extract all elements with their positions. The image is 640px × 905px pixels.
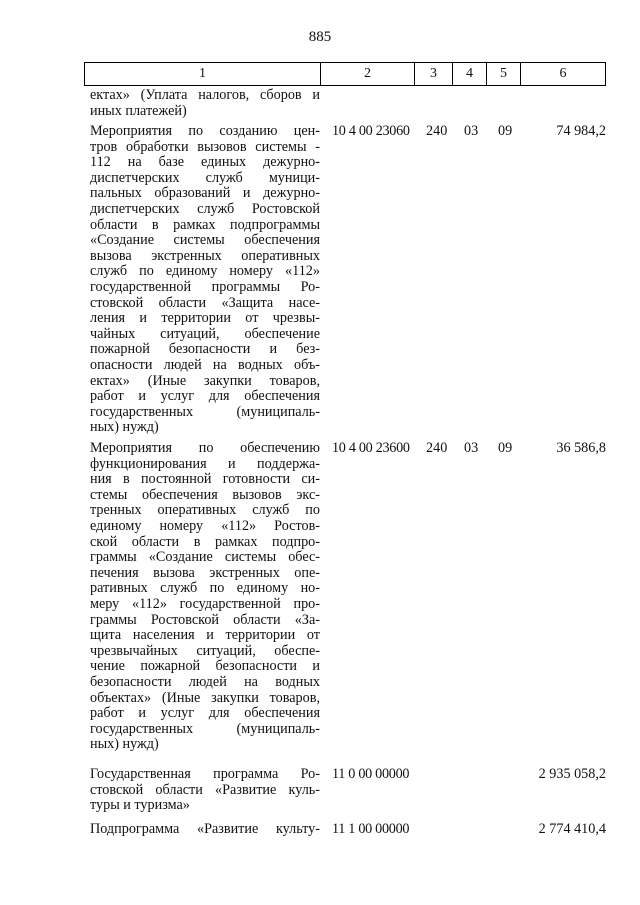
subsection: 09: [498, 440, 513, 456]
name-line: ния в постоянной готовности си-: [90, 471, 320, 488]
name-line: Государственная программа Ро-: [90, 766, 320, 782]
row-name: [90, 88, 320, 119]
name-line: области в рамках подпрограммы: [90, 216, 320, 233]
header-col-5: 5: [487, 63, 521, 85]
name-line: служб по единому номеру «112»: [90, 263, 320, 280]
name-line: чрезвычайных ситуаций, обеспе-: [90, 642, 320, 659]
name-line: иных платежей): [90, 102, 187, 119]
name-line: чайных ситуаций, обеспечение: [90, 325, 320, 342]
name-line: туры и туризма»: [90, 797, 190, 814]
name-line: стемы обеспечения вызовов экс-: [90, 486, 320, 503]
name-line: ектах» (Уплата налогов, сборов и: [90, 87, 320, 103]
header-col-1: 1: [85, 63, 321, 85]
name-line: Подпрограмма «Развитие культу-: [90, 821, 320, 837]
section: 03: [464, 123, 479, 139]
section: 03: [464, 440, 479, 456]
name-line: меру «112» государственной про-: [90, 595, 320, 612]
header-col-4: 4: [453, 63, 487, 85]
name-line: тров обработки вызовов системы -: [90, 138, 320, 155]
name-line: безопасности людей на водных: [90, 673, 320, 690]
amount: 36 586,8: [556, 440, 606, 456]
name-line: работ и услуг для обеспечения: [90, 705, 320, 722]
name-line: государственной программы Ро-: [90, 278, 320, 295]
name-line: чение пожарной безопасности и: [90, 658, 320, 675]
amount: 2 935 058,2: [538, 766, 606, 782]
expense-type: 240: [426, 123, 448, 139]
row-name: [90, 124, 320, 436]
header-col-2: 2: [321, 63, 415, 85]
name-line: функционирования и поддержа-: [90, 455, 320, 472]
amount: 2 774 410,4: [538, 821, 606, 837]
name-line: стовской области «Развитие куль-: [90, 781, 320, 798]
name-line: 112 на базе единых дежурно-: [90, 154, 320, 171]
target-code: 10 4 00 23060: [332, 123, 410, 139]
name-line: Мероприятия по обеспечению: [90, 440, 320, 456]
name-line: ных) нужд): [90, 736, 159, 753]
name-line: ративных служб по единому но-: [90, 580, 320, 597]
page-number: 885: [308, 29, 332, 45]
row-name: [90, 767, 320, 814]
name-line: ской области в рамках подпро-: [90, 533, 320, 550]
header-col-6: 6: [559, 66, 567, 81]
name-line: опасности людей на водных объ-: [90, 356, 320, 373]
target-code: 10 4 00 23600: [332, 440, 410, 456]
target-code: 11 0 00 00000: [332, 766, 410, 782]
name-line: работ и услуг для обеспечения: [90, 388, 320, 405]
name-line: стовской области «Защита насе-: [90, 294, 320, 311]
name-line: государственных (муниципаль-: [90, 720, 320, 737]
header-col-3: 3: [415, 63, 453, 85]
name-line: ления и территории от чрезвы-: [90, 310, 320, 327]
name-line: государственных (муниципаль-: [90, 403, 320, 420]
name-line: пожарной безопасности и без-: [90, 341, 320, 358]
amount: 74 984,2: [556, 123, 606, 139]
target-code: 11 1 00 00000: [332, 821, 410, 837]
row-name: [90, 441, 320, 753]
expense-type: 240: [426, 440, 448, 456]
name-line: вызова экстренных оперативных: [90, 247, 320, 264]
name-line: единому номеру «112» Ростов-: [90, 517, 320, 534]
name-line: граммы Ростовской области «За-: [90, 611, 320, 628]
name-line: ных) нужд): [90, 419, 159, 436]
name-line: объектах» (Иные закупки товаров,: [90, 689, 320, 706]
name-line: ектах» (Иные закупки товаров,: [90, 372, 320, 389]
name-line: «Создание системы обеспечения: [90, 232, 320, 249]
name-line: тренных оперативных служб по: [90, 502, 320, 519]
name-line: Мероприятия по созданию цен-: [90, 123, 320, 139]
table-header: [84, 62, 606, 86]
name-line: диспетчерских служб муници-: [90, 169, 320, 186]
name-line: пальных образований и дежурно-: [90, 185, 320, 202]
name-line: диспетчерских служб Ростовской: [90, 200, 320, 217]
subsection: 09: [498, 123, 513, 139]
name-line: граммы «Создание системы обес-: [90, 549, 320, 566]
name-line: печения вызова экстренных опе-: [90, 564, 320, 581]
row-name: [90, 822, 320, 838]
name-line: щита населения и территории от: [90, 627, 320, 644]
